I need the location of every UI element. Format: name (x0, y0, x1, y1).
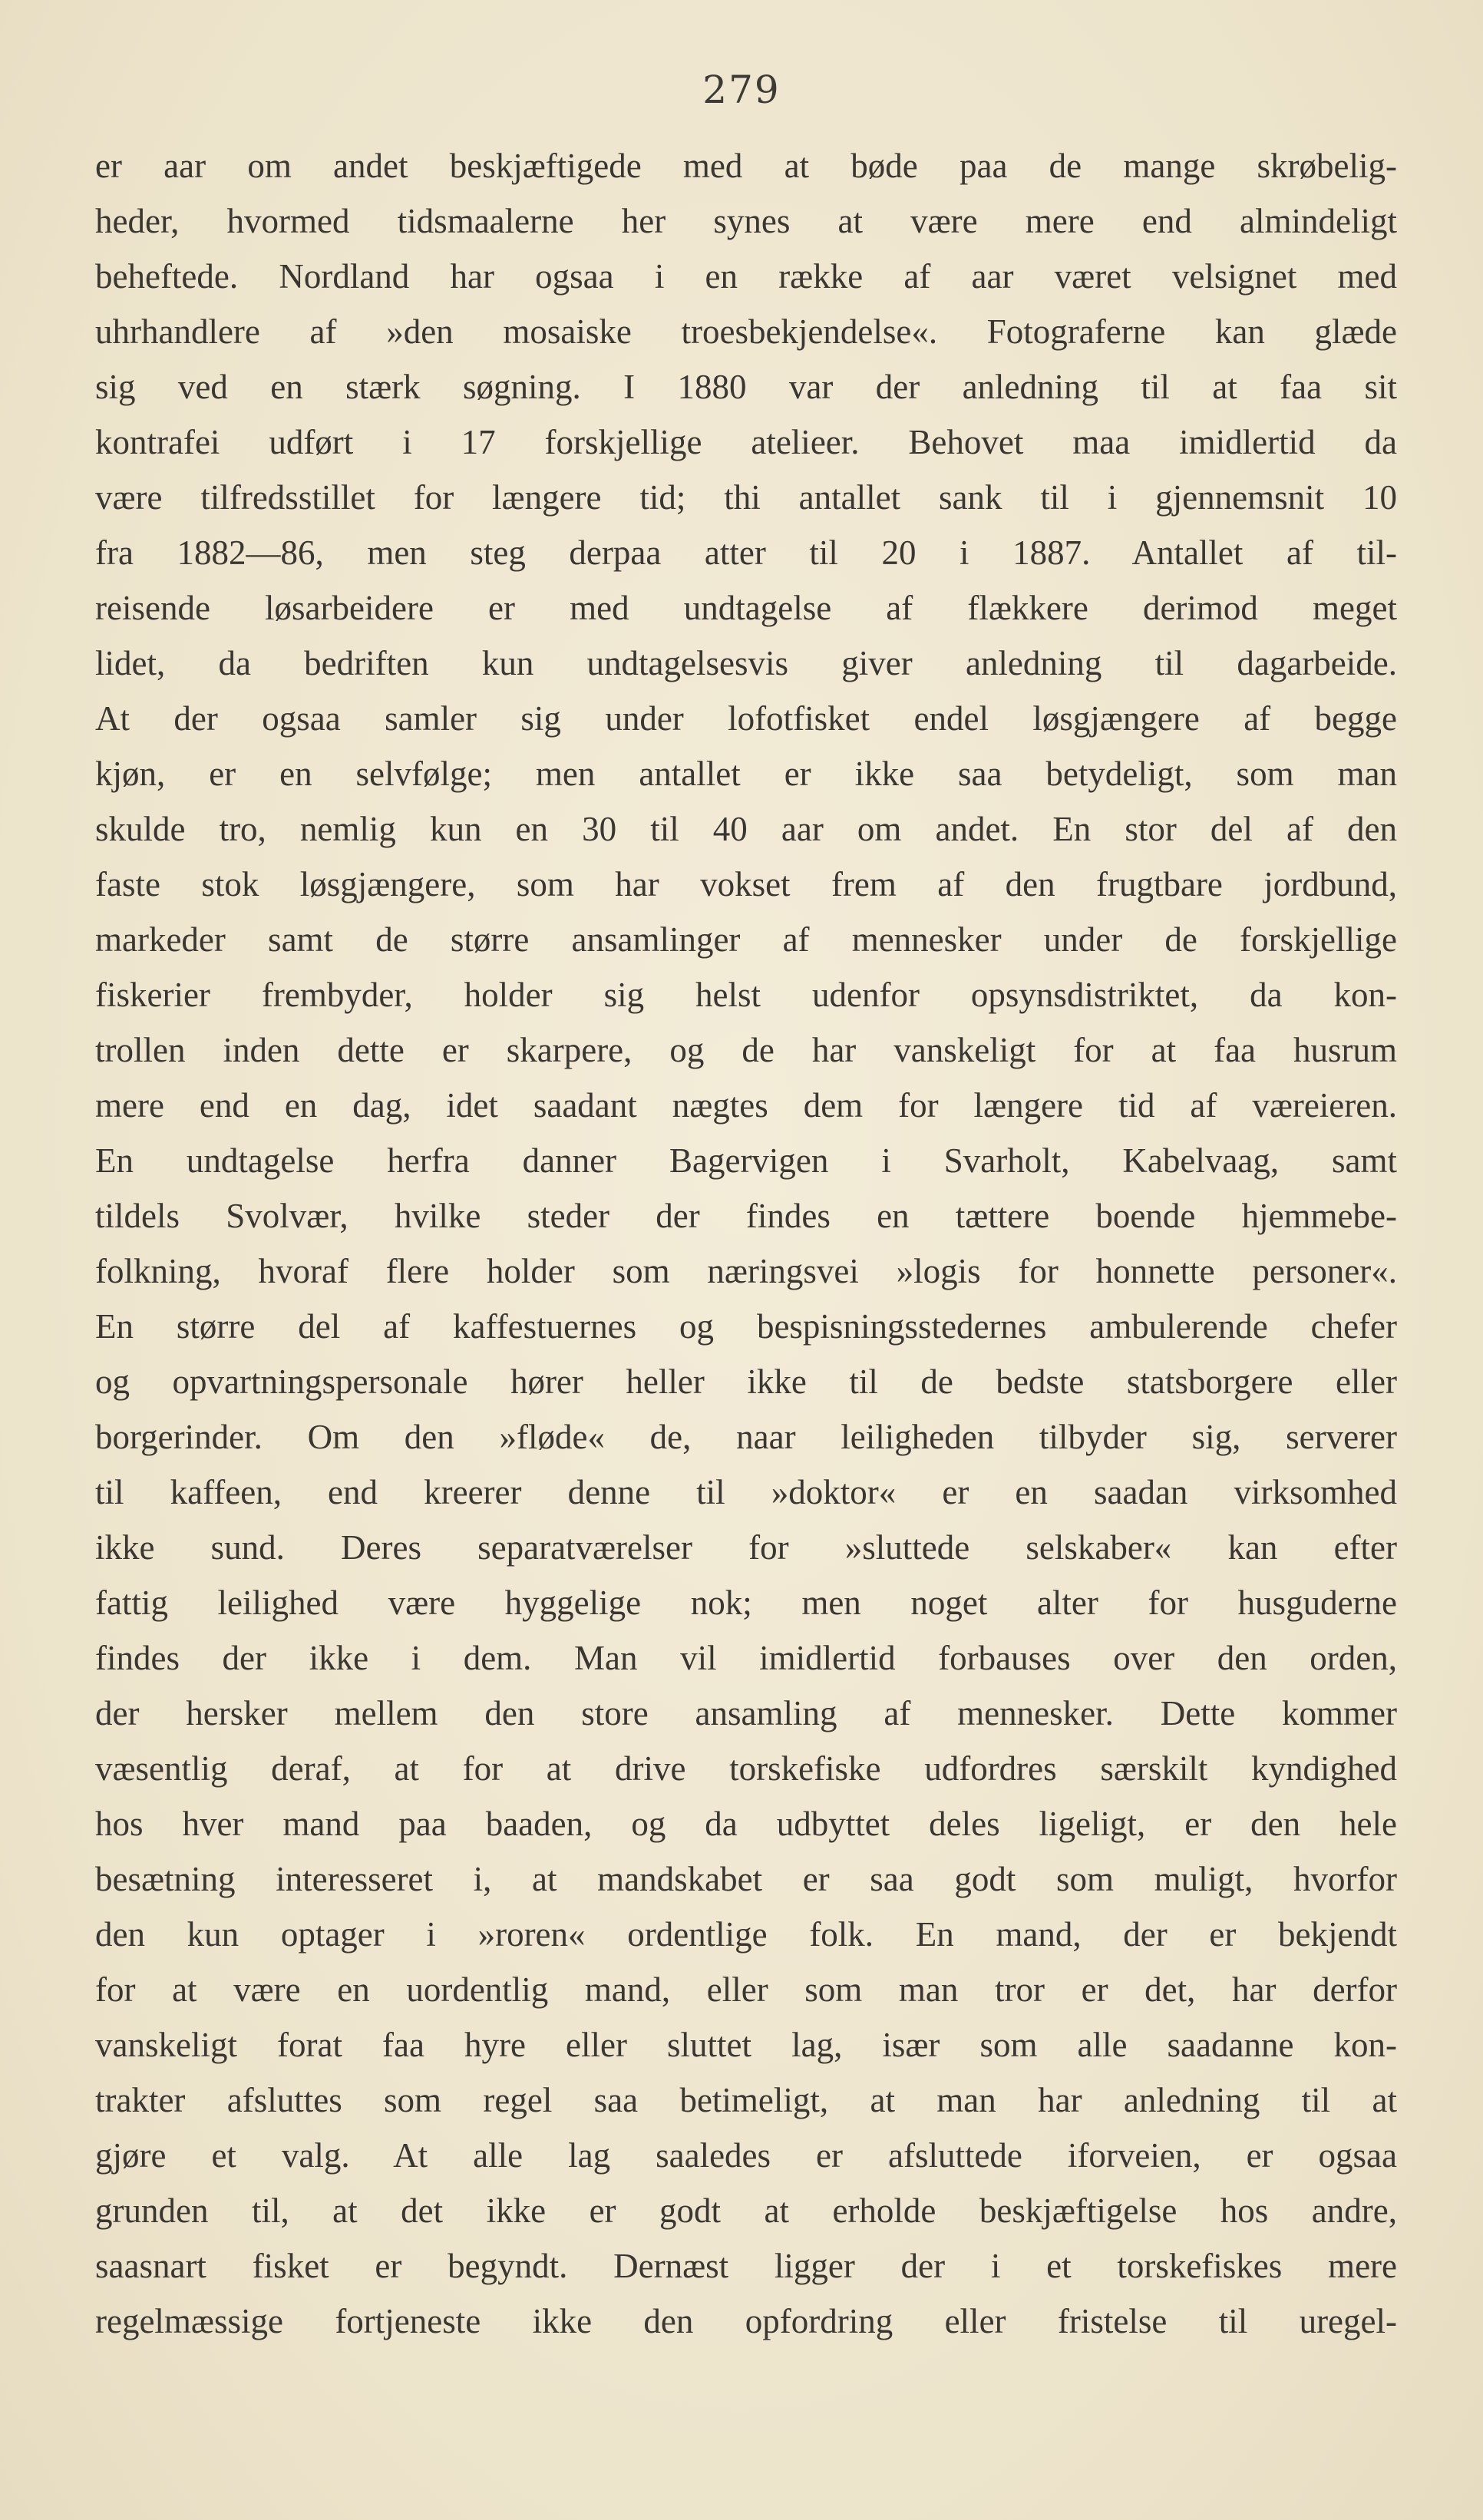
text-line: for at være en uordentlig mand, eller som man tror er det, har derfor (95, 1970, 1397, 2009)
text-line: skulde tro, nemlig kun en 30 til 40 aar om andet. En stor del af den (95, 810, 1397, 848)
text-line: trakter afsluttes som regel saa betimeligt, at man har anledning til at (95, 2081, 1397, 2119)
text-line: reisende løsarbeidere er med undtagelse af flækkere derimod meget (95, 589, 1397, 627)
text-line: være tilfredsstillet for længere tid; thi antallet sank til i gjennemsnit 10 (95, 478, 1397, 517)
text-line: At der ogsaa samler sig under lofotfisket endel løsgjængere af begge (95, 699, 1397, 738)
text-line: saasnart fisket er begyndt. Dernæst ligger der i et torskefiskes mere (95, 2247, 1397, 2285)
text-line: fra 1882—86, men steg derpaa atter til 20 i 1887. Antallet af til- (95, 533, 1397, 572)
text-line: der hersker mellem den store ansamling af mennesker. Dette kommer (95, 1694, 1397, 1732)
text-line: lidet, da bedriften kun undtagelsesvis giver anledning til dagarbeide. (95, 644, 1397, 682)
text-line: fiskerier frembyder, holder sig helst udenfor opsynsdistriktet, da kon- (95, 976, 1397, 1014)
text-line: og opvartningspersonale hører heller ikke til de bedste statsborgere eller (95, 1362, 1397, 1401)
text-line: En større del af kaffestuernes og bespisningsstedernes ambulerende chefer (95, 1307, 1397, 1346)
text-line: regelmæssige fortjeneste ikke den opfordring eller fristelse til uregel- (95, 2302, 1397, 2340)
text-line: trollen inden dette er skarpere, og de har vanskeligt for at faa husrum (95, 1031, 1397, 1069)
text-line: markeder samt de større ansamlinger af mennesker under de forskjellige (95, 920, 1397, 959)
text-line: findes der ikke i dem. Man vil imidlertid forbauses over den orden, (95, 1639, 1397, 1677)
text-line: kjøn, er en selvfølge; men antallet er ikke saa betydeligt, som man (95, 755, 1397, 793)
text-line: kontrafei udført i 17 forskjellige atelieer. Behovet maa imidlertid da (95, 423, 1397, 461)
text-line: den kun optager i »roren« ordentlige folk. En mand, der er bekjendt (95, 1915, 1397, 1954)
text-line: hos hver mand paa baaden, og da udbyttet deles ligeligt, er den hele (95, 1805, 1397, 1843)
text-line: vanskeligt forat faa hyre eller sluttet lag, især som alle saadanne kon- (95, 2026, 1397, 2064)
text-line: ikke sund. Deres separatværelser for »sluttede selskaber« kan efter (95, 1528, 1397, 1567)
text-line: En undtagelse herfra danner Bagervigen i Svarholt, Kabelvaag, samt (95, 1141, 1397, 1180)
text-line: heder, hvormed tidsmaalerne her synes at være mere end almindeligt (95, 202, 1397, 240)
text-line: væsentlig deraf, at for at drive torskefiske udfordres særskilt kyndighed (95, 1749, 1397, 1788)
text-line: besætning interesseret i, at mandskabet er saa godt som muligt, hvorfor (95, 1860, 1397, 1898)
text-line: fattig leilighed være hyggelige nok; men noget alter for husguderne (95, 1584, 1397, 1622)
text-line: folkning, hvoraf flere holder som næringsvei »logis for honnette personer«. (95, 1252, 1397, 1290)
text-line: borgerinder. Om den »fløde« de, naar leiligheden tilbyder sig, serverer (95, 1418, 1397, 1456)
text-line: til kaffeen, end kreerer denne til »doktor« er en saadan virksomhed (95, 1473, 1397, 1511)
text-line: faste stok løsgjængere, som har vokset frem af den frugtbare jordbund, (95, 865, 1397, 903)
page-number: 279 (702, 68, 781, 112)
text-line: uhrhandlere af »den mosaiske troesbekjendelse«. Fotograferne kan glæde (95, 312, 1397, 351)
text-line: grunden til, at det ikke er godt at erholde beskjæftigelse hos andre, (95, 2191, 1397, 2230)
text-line: mere end en dag, idet saadant nægtes dem for længere tid af væreieren. (95, 1086, 1397, 1125)
text-line: sig ved en stærk søgning. I 1880 var der anledning til at faa sit (95, 368, 1397, 406)
text-line: beheftede. Nordland har ogsaa i en række af aar været velsignet med (95, 257, 1397, 296)
body-text (95, 138, 1397, 2349)
text-line: er aar om andet beskjæftigede med at bøde paa de mange skrøbelig- (95, 147, 1397, 185)
text-line: tildels Svolvær, hvilke steder der findes en tættere boende hjemmebe- (95, 1197, 1397, 1235)
text-line: gjøre et valg. At alle lag saaledes er afsluttede iforveien, er ogsaa (95, 2136, 1397, 2175)
